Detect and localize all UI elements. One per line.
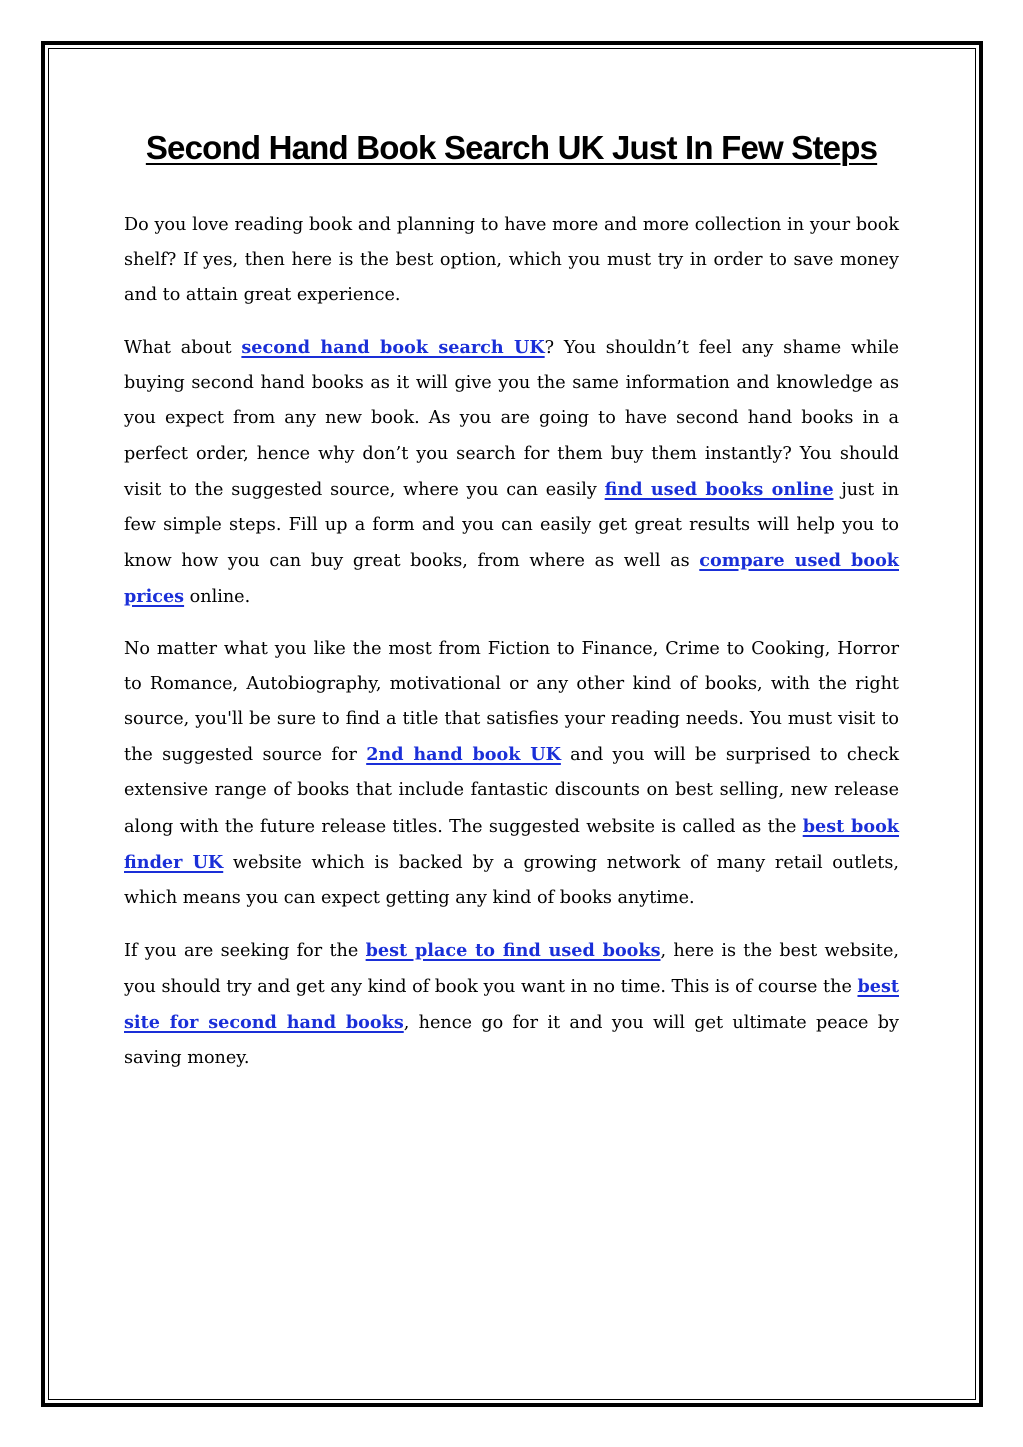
paragraph-genres xyxy=(124,632,899,916)
link-best-book-finder-uk[interactable]: best book finder UK xyxy=(124,815,899,873)
link-find-used-books-online[interactable]: find used books online xyxy=(604,478,834,500)
paragraph-text: , here is the best website, you should try and get any kind of book you want in no time. This is of course the xyxy=(124,940,899,997)
link-second-hand-book-search-uk[interactable]: second hand book search UK xyxy=(241,337,545,359)
link-best-site-for-second-hand-books[interactable]: best site for second hand books xyxy=(124,975,899,1033)
paragraph-text: No matter what you like the most from Fiction to Finance, Crime to Cooking, Horror to Romance, Autobiography, motivational or any other kind of books, with the right source, you'll be sure to find a title that satisfies your reading needs. You must visit to the suggested source for xyxy=(124,639,899,766)
paragraph-best-place xyxy=(124,933,899,1076)
paragraph-text: Do you love reading book and planning to have more and more collection in your book shelf? If yes, then here is the best option, which you must try in order to save money and to attain great experience. xyxy=(124,215,899,306)
paragraph-text: just in few simple steps. Fill up a form and you can easily get great results will help you to know how you can buy great books, from where as well as xyxy=(124,479,899,571)
paragraph-text: and you will be surprised to check extensive range of books that include fantastic discounts on best selling, new release along with the future release titles. The suggested website is called as the xyxy=(124,745,899,837)
paragraph-text: website which is backed by a growing network of many retail outlets, which means you can expect getting any kind of books anytime. xyxy=(124,852,899,908)
link-best-place-to-find-used-books[interactable]: best place to find used books xyxy=(365,939,661,961)
paragraph-text: online. xyxy=(184,586,251,607)
document-body xyxy=(124,126,899,1093)
paragraph-text: , hence go for it and you will get ultimate peace by saving money. xyxy=(124,1012,899,1069)
paragraph-intro xyxy=(124,208,899,313)
paragraph-text: What about xyxy=(124,338,242,359)
paragraph-text: If you are seeking for the xyxy=(124,940,366,961)
paragraph-text: ? You shouldn’t feel any shame while buying second hand books as it will give you the same information and knowledge as you expect from any new book. As you are going to have second hand books in a perfect order, hence why don’t you search for them buy them instantly? You should visit to the suggested source, where you can easily xyxy=(124,338,899,500)
link-2nd-hand-book-uk[interactable]: 2nd hand book UK xyxy=(366,744,561,766)
link-compare-used-book-prices[interactable]: compare used book prices xyxy=(124,549,899,607)
paragraph-second-hand xyxy=(124,330,899,615)
page-title: Second Hand Book Search UK Just In Few Steps xyxy=(145,129,878,166)
